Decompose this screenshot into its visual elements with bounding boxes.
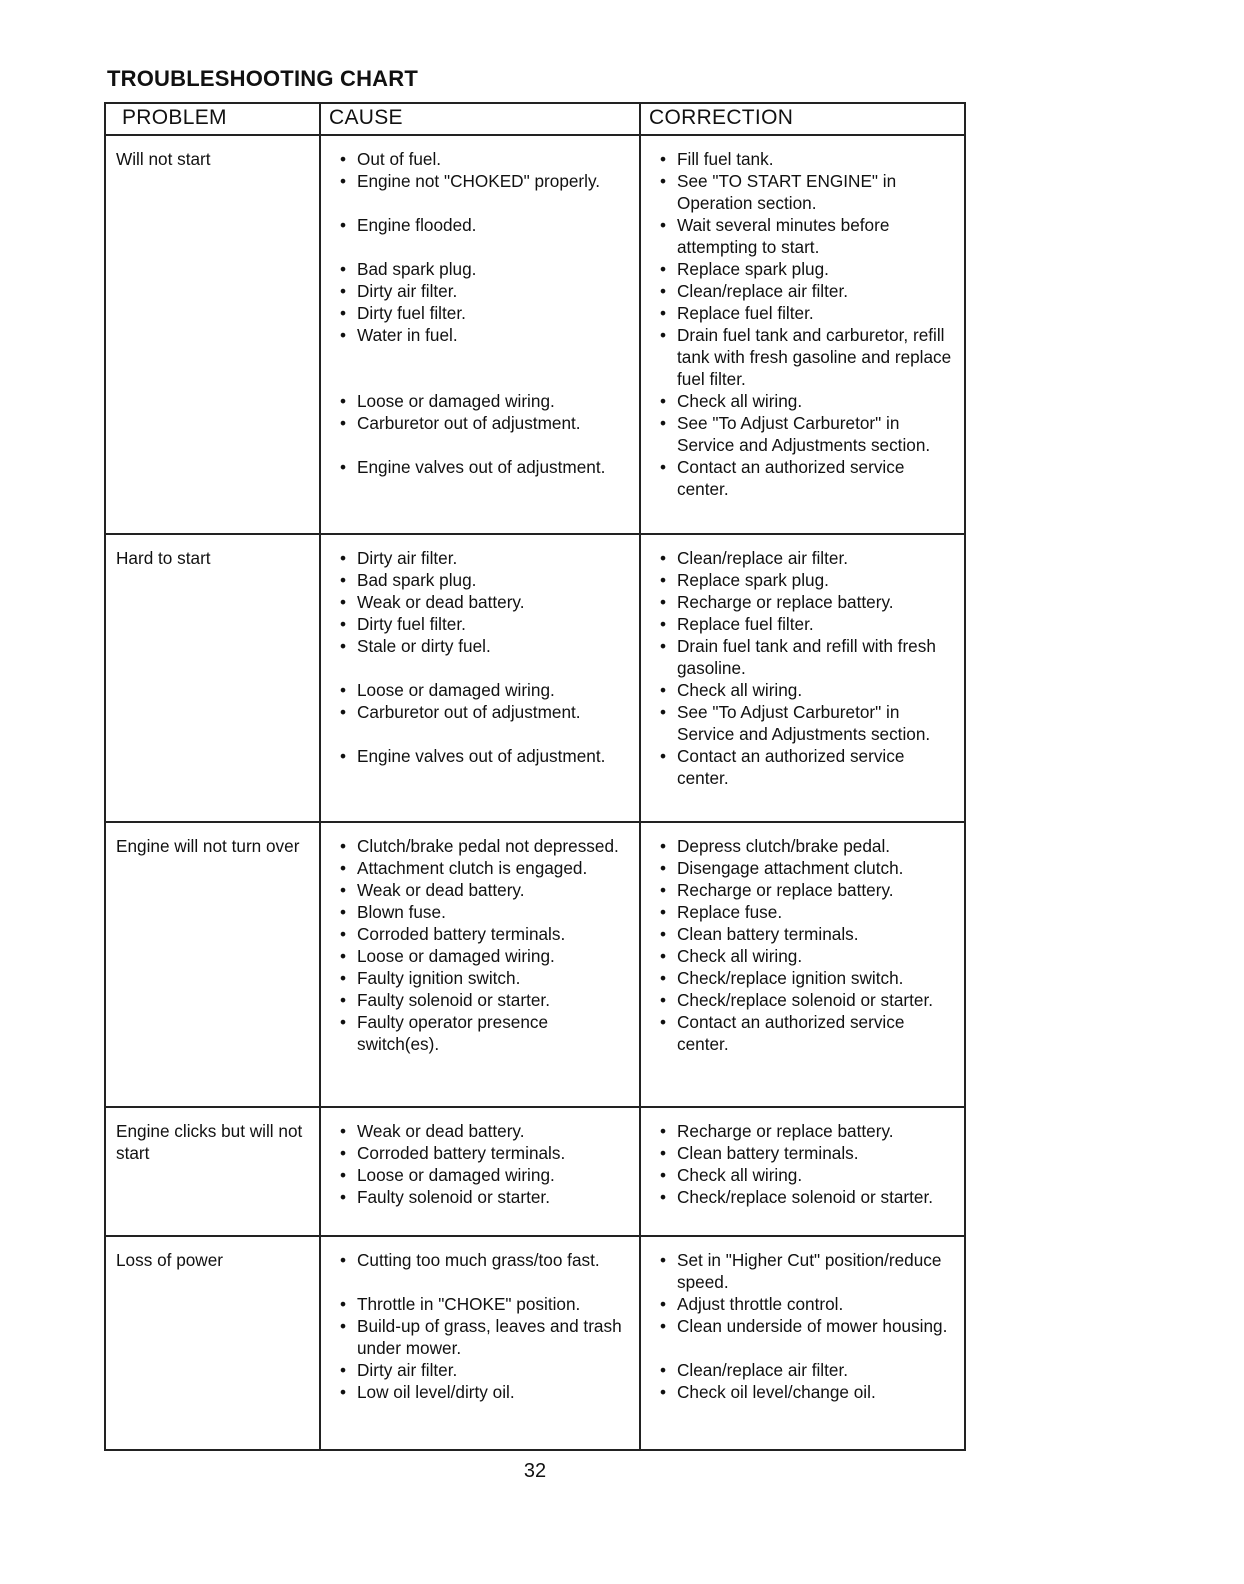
cause-item: • Carburetor out of adjustment.	[331, 412, 633, 456]
correction-item: • Check/replace ignition switch.	[651, 967, 958, 989]
cause-item: • Carburetor out of adjustment.	[331, 701, 633, 745]
correction-item: • Clean underside of mower housing.	[651, 1315, 958, 1359]
correction-item: • Replace spark plug.	[651, 258, 958, 280]
page-title: TROUBLESHOOTING CHART	[107, 66, 418, 91]
cause-item: • Dirty air filter.	[331, 1359, 633, 1381]
table-body	[105, 135, 965, 1450]
correction-item: • Set in "Higher Cut" position/reduce speed.	[651, 1249, 958, 1293]
correction-item: • Recharge or replace battery.	[651, 591, 958, 613]
correction-item: • Replace fuse.	[651, 901, 958, 923]
cause-item: • Stale or dirty fuel.	[331, 635, 633, 679]
cause-cell	[320, 534, 640, 822]
cause-item: • Loose or damaged wiring.	[331, 390, 633, 412]
correction-item: • Clean battery terminals.	[651, 923, 958, 945]
correction-item: • Clean/replace air filter.	[651, 1359, 958, 1381]
problem-cell: Hard to start	[105, 534, 320, 822]
cause-item: • Engine not "CHOKED" properly.	[331, 170, 633, 214]
cause-item: • Loose or damaged wiring.	[331, 945, 633, 967]
table-row	[105, 1107, 965, 1236]
correction-cell	[640, 1107, 965, 1236]
problem-cell: Will not start	[105, 135, 320, 534]
cause-item: • Corroded battery terminals.	[331, 1142, 633, 1164]
cause-item: • Cutting too much grass/too fast.	[331, 1249, 633, 1293]
cause-cell	[320, 1107, 640, 1236]
cause-list	[331, 1249, 633, 1403]
correction-item: • Replace spark plug.	[651, 569, 958, 591]
cause-item: • Low oil level/dirty oil.	[331, 1381, 633, 1403]
cause-item: • Weak or dead battery.	[331, 1120, 633, 1142]
problem-cell: Engine will not turn over	[105, 822, 320, 1107]
cause-item: • Weak or dead battery.	[331, 879, 633, 901]
correction-item: • Disengage attachment clutch.	[651, 857, 958, 879]
table-row	[105, 1236, 965, 1450]
correction-list	[651, 148, 958, 500]
cause-list	[331, 547, 633, 789]
correction-item: • Drain fuel tank and carburetor, refill tank with fresh gasoline and replace fuel filter.	[651, 324, 958, 390]
cause-item: • Engine valves out of adjustment.	[331, 456, 633, 500]
correction-item: • Recharge or replace battery.	[651, 1120, 958, 1142]
cause-item: • Loose or damaged wiring.	[331, 679, 633, 701]
correction-cell	[640, 534, 965, 822]
cause-item: • Dirty air filter.	[331, 280, 633, 302]
correction-item: • Check oil level/change oil.	[651, 1381, 958, 1403]
cause-item: • Dirty fuel filter.	[331, 302, 633, 324]
cause-item: • Corroded battery terminals.	[331, 923, 633, 945]
correction-cell	[640, 135, 965, 534]
cause-item: • Weak or dead battery.	[331, 591, 633, 613]
correction-item: • Wait several minutes before attempting to start.	[651, 214, 958, 258]
correction-item: • Contact an authorized service center.	[651, 1011, 958, 1055]
correction-item: • Depress clutch/brake pedal.	[651, 835, 958, 857]
header-row	[105, 103, 965, 135]
cause-item: • Faulty solenoid or starter.	[331, 1186, 633, 1208]
correction-item: • See "To Adjust Carburetor" in Service and Adjustments section.	[651, 412, 958, 456]
cause-cell	[320, 135, 640, 534]
correction-item: • Check all wiring.	[651, 1164, 958, 1186]
cause-item: • Clutch/brake pedal not depressed.	[331, 835, 633, 857]
correction-list	[651, 1120, 958, 1208]
cause-list	[331, 835, 633, 1055]
correction-list	[651, 1249, 958, 1403]
cause-item: • Faulty operator presence switch(es).	[331, 1011, 633, 1055]
cause-item: • Water in fuel.	[331, 324, 633, 390]
correction-item: • Recharge or replace battery.	[651, 879, 958, 901]
page-number: 32	[523, 1460, 547, 1482]
cause-item: • Attachment clutch is engaged.	[331, 857, 633, 879]
cause-column-header: CAUSE	[320, 103, 640, 135]
problem-cell: Loss of power	[105, 1236, 320, 1450]
correction-item: • Clean battery terminals.	[651, 1142, 958, 1164]
cause-item: • Out of fuel.	[331, 148, 633, 170]
cause-list	[331, 1120, 633, 1208]
problem-column-header: PROBLEM	[105, 103, 320, 135]
table-row	[105, 135, 965, 534]
cause-item: • Loose or damaged wiring.	[331, 1164, 633, 1186]
cause-cell	[320, 822, 640, 1107]
table-row	[105, 822, 965, 1107]
correction-item: • See "To Adjust Carburetor" in Service and Adjustments section.	[651, 701, 958, 745]
cause-item: • Bad spark plug.	[331, 569, 633, 591]
cause-item: • Throttle in "CHOKE" position.	[331, 1293, 633, 1315]
correction-item: • Replace fuel filter.	[651, 302, 958, 324]
problem-cell: Engine clicks but will not start	[105, 1107, 320, 1236]
correction-item: • See "TO START ENGINE" in Operation section.	[651, 170, 958, 214]
correction-column-header: CORRECTION	[640, 103, 965, 135]
cause-item: • Build-up of grass, leaves and trash under mower.	[331, 1315, 633, 1359]
cause-item: • Dirty fuel filter.	[331, 613, 633, 635]
correction-item: • Drain fuel tank and refill with fresh gasoline.	[651, 635, 958, 679]
correction-item: • Check all wiring.	[651, 679, 958, 701]
cause-item: • Dirty air filter.	[331, 547, 633, 569]
correction-item: • Check/replace solenoid or starter.	[651, 1186, 958, 1208]
cause-item: • Engine valves out of adjustment.	[331, 745, 633, 789]
correction-item: • Clean/replace air filter.	[651, 547, 958, 569]
correction-item: • Fill fuel tank.	[651, 148, 958, 170]
correction-list	[651, 835, 958, 1055]
cause-item: • Engine flooded.	[331, 214, 633, 258]
correction-item: • Check all wiring.	[651, 390, 958, 412]
table-row	[105, 534, 965, 822]
correction-item: • Check all wiring.	[651, 945, 958, 967]
correction-item: • Clean/replace air filter.	[651, 280, 958, 302]
troubleshooting-table	[104, 102, 966, 1451]
cause-item: • Faulty solenoid or starter.	[331, 989, 633, 1011]
cause-list	[331, 148, 633, 500]
correction-item: • Contact an authorized service center.	[651, 745, 958, 789]
correction-item: • Replace fuel filter.	[651, 613, 958, 635]
correction-cell	[640, 1236, 965, 1450]
cause-item: • Blown fuse.	[331, 901, 633, 923]
correction-list	[651, 547, 958, 789]
correction-item: • Adjust throttle control.	[651, 1293, 958, 1315]
cause-item: • Faulty ignition switch.	[331, 967, 633, 989]
correction-cell	[640, 822, 965, 1107]
correction-item: • Check/replace solenoid or starter.	[651, 989, 958, 1011]
cause-item: • Bad spark plug.	[331, 258, 633, 280]
correction-item: • Contact an authorized service center.	[651, 456, 958, 500]
cause-cell	[320, 1236, 640, 1450]
